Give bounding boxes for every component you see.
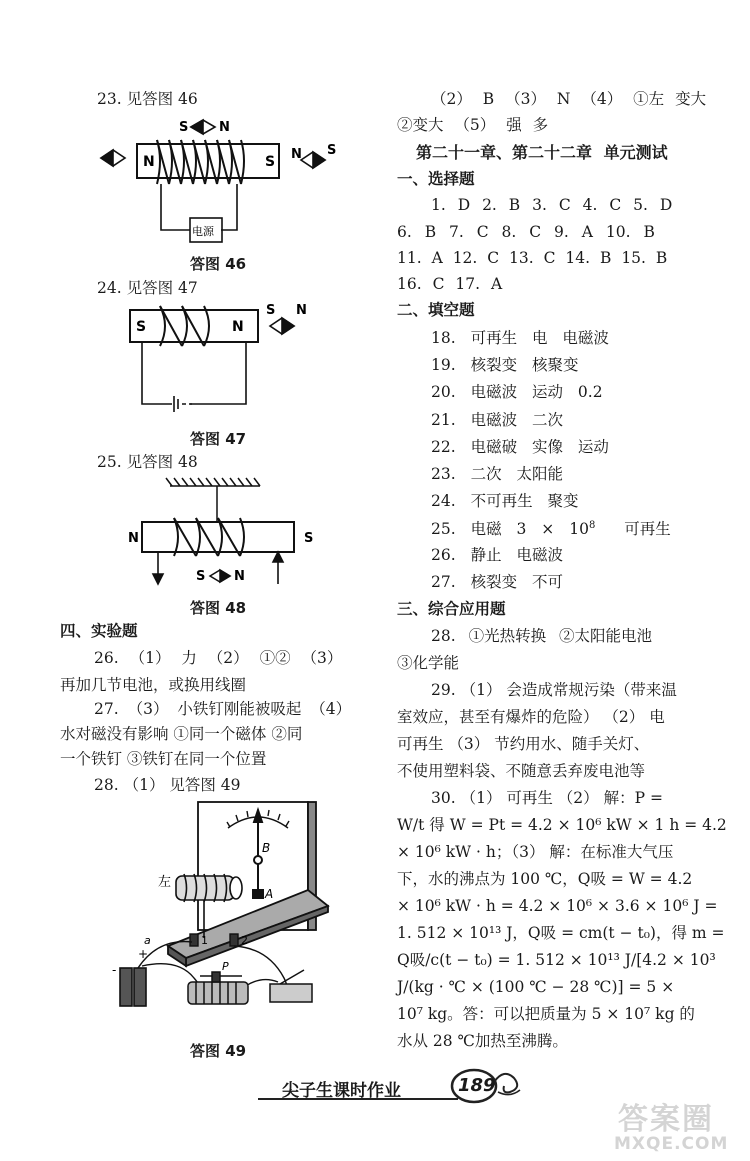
figure-46 (95, 110, 335, 260)
caption-47: 答图 47 (190, 430, 247, 448)
battery-49 (120, 968, 146, 1006)
q23-text: 23. 见答图 46 (97, 90, 198, 108)
fill-18: 18. 可再生 电 电磁波 (431, 329, 609, 347)
fill-25 (431, 521, 671, 538)
core-48 (142, 522, 294, 552)
fill-23: 23. 二次 太阳能 (431, 465, 564, 483)
figure-49 (108, 798, 340, 1028)
compass-47-icon (270, 318, 294, 334)
section-3-heading: 三、综合应用题 (397, 600, 506, 618)
comp-30-line3: × 10⁶ kW · h；（3） 解：在标准大气压 (397, 843, 674, 861)
comp-30-line6: 1. 512 × 10¹³ J，Q吸 = cm(t − t₀)，得 m = (397, 924, 725, 942)
fig46-n-top: N (219, 120, 230, 135)
q25-text: 25. 见答图 48 (97, 453, 198, 471)
caption-48: 答图 48 (190, 599, 247, 617)
fig47-n-right: N (232, 319, 244, 335)
q27-line3: 一个铁钉 ③铁钉在同一个位置 (60, 750, 267, 768)
fig48-s-right: S (304, 531, 314, 546)
fill-25-exponent: 8 (588, 520, 596, 531)
label-B: B (262, 841, 271, 855)
fig46-s-top: S (179, 120, 189, 135)
label-left: 左 (158, 875, 172, 890)
figure-47 (120, 300, 320, 415)
figure-48 (120, 476, 320, 591)
q26-line2: 再加几节电池，或换用线圈 (60, 676, 247, 694)
wires-48 (153, 552, 283, 584)
label-plus: + (138, 947, 149, 961)
watermark-url: MXQE.COM (614, 1134, 729, 1154)
compass-right-icon (301, 152, 325, 168)
label-2: 2 (241, 934, 248, 947)
comp-30-line10: 水从 28 ℃加热至沸腾。 (397, 1032, 568, 1050)
caption-46: 答图 46 (190, 255, 247, 273)
wires-46 (161, 184, 237, 230)
page-number: 189 (458, 1075, 496, 1096)
section-2-heading: 二、填空题 (397, 301, 475, 319)
comp-28-line1: 28. ①光热转换 ②太阳能电池 (431, 627, 653, 645)
q26-line1: 26. （1） 力 （2） ①② （3） (94, 649, 343, 667)
mc-line1: 1. D 2. B 3. C 4. C 5. D (431, 196, 673, 214)
fill-24: 24. 不可再生 聚变 (431, 492, 579, 510)
fig47-s-left: S (136, 319, 147, 335)
q27-line2: 水对磁没有影响 ①同一个磁体 ②同 (60, 725, 303, 743)
comp-30-line4: 下，水的沸点为 100 ℃，Q吸 = W = 4.2 (397, 870, 693, 888)
fig46-s-side: S (327, 143, 337, 158)
fill-25-text: 25. 电磁 3 × 10 (431, 520, 589, 539)
switch-49 (270, 970, 312, 1002)
mc-line4: 16. C 17. A (397, 275, 503, 293)
ceiling-48 (166, 478, 260, 522)
comp-30-line7: Q吸/c(t − t₀) = 1. 512 × 10¹³ J/[4.2 × 10³ (397, 951, 716, 969)
comp-30-line2: W/t 得 W = Pt = 4.2 × 10⁶ kW × 1 h = 4.2 (397, 816, 727, 834)
fig48-s-mid: S (196, 569, 206, 584)
fill-27: 27. 核裂变 不可 (431, 573, 564, 591)
r-line1: （2） B （3） N （4） ①左 变大 (431, 90, 707, 108)
footer-title: 尖子生课时作业 (282, 1081, 401, 1101)
coil-47 (160, 306, 209, 346)
label-A: A (265, 887, 274, 901)
fill-22: 22. 电磁破 实像 运动 (431, 438, 609, 456)
section-4-heading: 四、实验题 (60, 622, 138, 640)
label-minus: - (112, 963, 117, 977)
wires-47 (142, 342, 246, 412)
mc-line3: 11. A 12. C 13. C 14. B 15. B (397, 249, 668, 267)
comp-30-line5: × 10⁶ kW · h = 4.2 × 10⁶ × 3.6 × 10⁶ J = (397, 897, 718, 915)
section-1-heading: 一、选择题 (397, 170, 475, 188)
watermark-logo: 答案圈 (618, 1102, 714, 1137)
fill-25-renewable: 可再生 (624, 520, 671, 539)
label-P: P (222, 960, 229, 973)
fig46-n-side: N (291, 147, 302, 162)
coil-48 (174, 518, 244, 556)
fill-26: 26. 静止 电磁波 (431, 546, 564, 564)
comp-29-line1: 29. （1） 会造成常规污染（带来温 (431, 681, 677, 699)
fig47-n-side: N (296, 303, 307, 318)
rheostat-49 (188, 972, 248, 1004)
fill-21: 21. 电磁波 二次 (431, 411, 564, 429)
comp-30-line1: 30. （1） 可再生 （2） 解：P = (431, 789, 663, 807)
fig47-s-side: S (266, 303, 276, 318)
fig46-n-left: N (143, 154, 155, 170)
power-label: 电源 (192, 225, 214, 238)
compass-48-icon (210, 570, 230, 582)
comp-28-line2: ③化学能 (397, 654, 460, 672)
unit-test-title: 第二十一章、第二十二章 单元测试 (416, 143, 668, 162)
fill-19: 19. 核裂变 核聚变 (431, 356, 579, 374)
comp-29-line2: 室效应，甚至有爆炸的危险） （2） 电 (397, 708, 665, 726)
comp-29-line4: 不使用塑料袋、不随意丢弃废电池等 (397, 762, 646, 780)
fig48-n-mid: N (234, 569, 245, 584)
label-1: 1 (201, 934, 208, 947)
caption-49: 答图 49 (190, 1042, 247, 1060)
q24-text: 24. 见答图 47 (97, 279, 198, 297)
q28-text: 28. （1） 见答图 49 (94, 776, 241, 794)
mc-line2: 6. B 7. C 8. C 9. A 10. B (397, 223, 655, 241)
comp-30-line9: 10⁷ kg。答：可以把质量为 5 × 10⁷ kg 的 (397, 1005, 695, 1023)
comp-30-line8: J/(kg · ℃ × (100 ℃ − 28 ℃)] = 5 × (397, 978, 675, 996)
fig46-s-right: S (265, 154, 276, 170)
fig48-n-left: N (128, 531, 139, 546)
q27-line1: 27. （3） 小铁钉刚能被吸起 （4） (94, 700, 352, 718)
comp-29-line3: 可再生 （3） 节约用水、随手关灯、 (397, 735, 650, 753)
compass-top-icon (191, 120, 215, 134)
fill-20: 20. 电磁波 运动 0.2 (431, 383, 603, 401)
r-line2: ②变大 （5） 强 多 (397, 116, 549, 134)
compass-left-icon (101, 150, 125, 166)
label-a: a (144, 934, 151, 947)
